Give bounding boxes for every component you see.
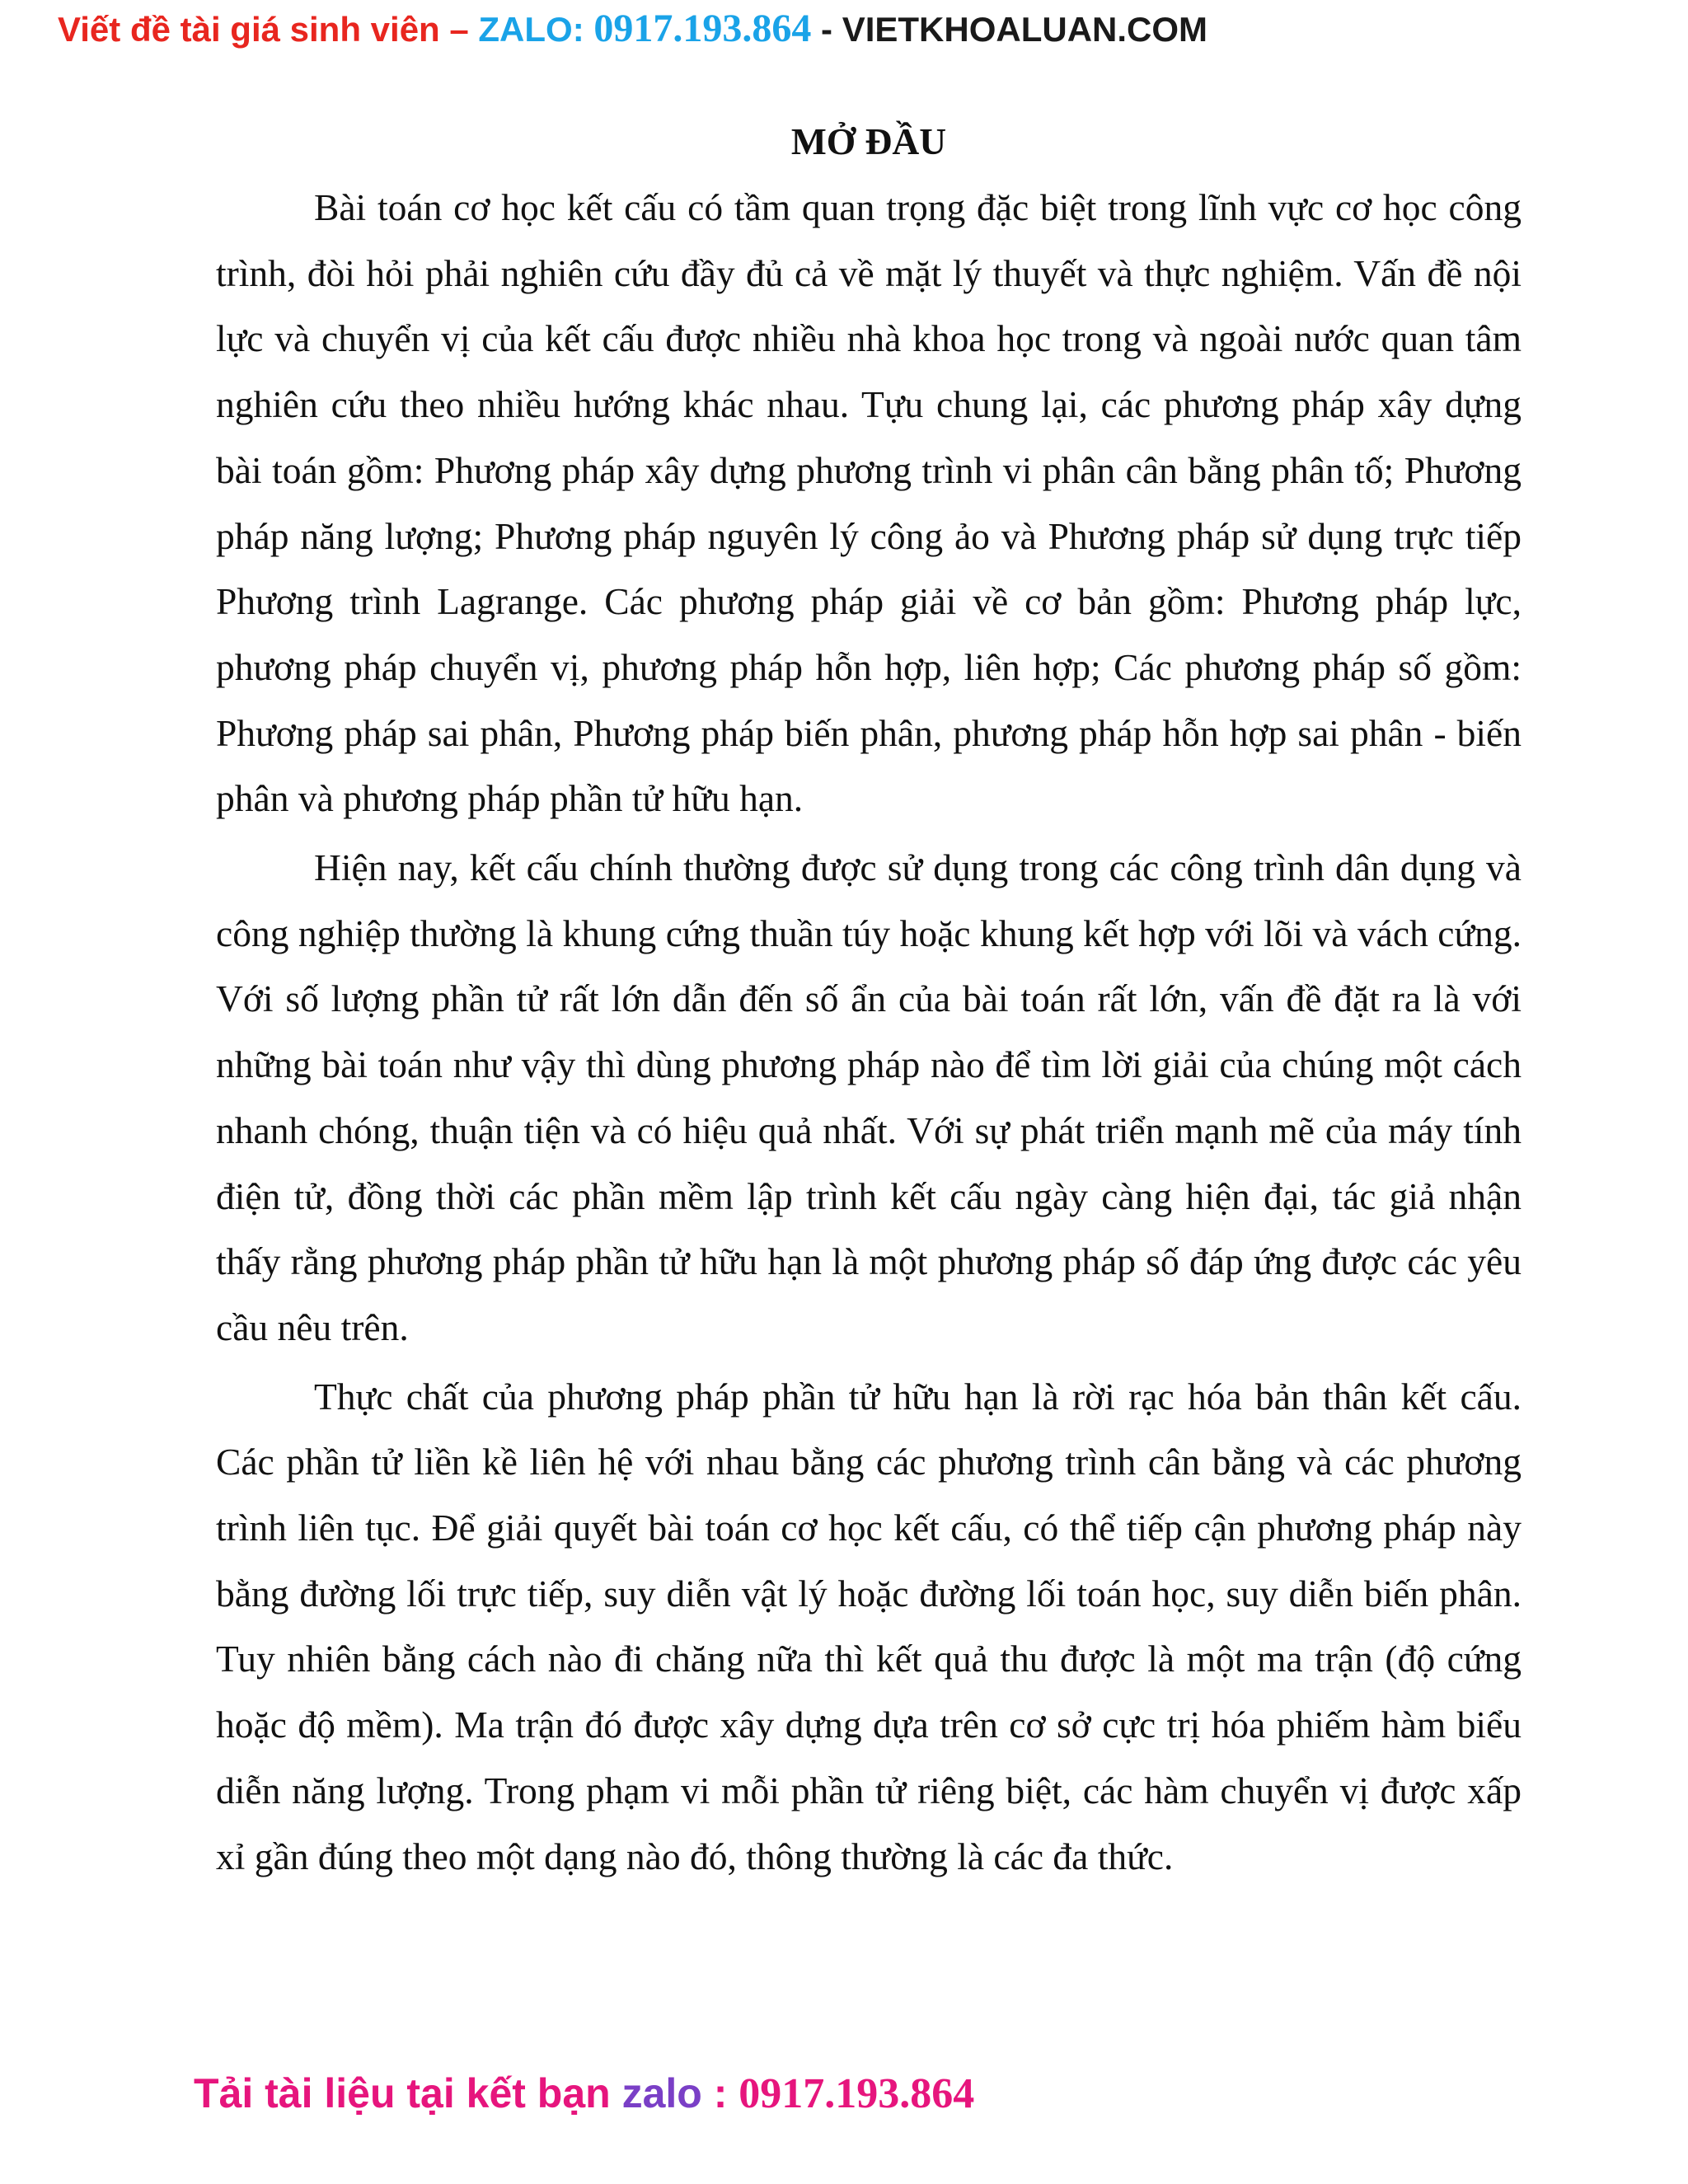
promo-footer <box>194 2056 974 2130</box>
document-body <box>216 109 1522 1892</box>
zalo-label: ZALO: <box>478 10 594 49</box>
promo-footer-lead: Tải tài liệu tại kết bạn <box>194 2070 622 2116</box>
promo-header-lead: Viết đề tài giá sinh viên – <box>58 10 479 49</box>
paragraph-2: Hiện nay, kết cấu chính thường được sử dụng trong các công trình dân dụng và công nghiệp thường là khung cứng thuần túy hoặc khung kết hợp với lõi và vách cứng. Với số lượng phần tử rất lớn dẫn đến số ẩn của bài toán rất lớn, vấn đề đặt ra là với những bài toán như vậy thì dùng phương pháp nào để tìm lời giải của chúng một cách nhanh chóng, thuận tiện và có hiệu quả nhất. Với sự phát triển mạnh mẽ của máy tính điện tử, đồng thời các phần mềm lập trình kết cấu ngày càng hiện đại, tác giả nhận thấy rằng phương pháp phần tử hữu hạn là một phương pháp số đáp ứng được các yêu cầu nêu trên. <box>216 846 1522 1348</box>
paragraph-3: Thực chất của phương pháp phần tử hữu hạn là rời rạc hóa bản thân kết cấu. Các phần tử liền kề liên hệ với nhau bằng các phương trình cân bằng và các phương trình liên tục. Để giải quyết bài toán cơ học kết cấu, có thể tiếp cận phương pháp này bằng đường lối trực tiếp, suy diễn vật lý hoặc đường lối toán học, suy diễn biến phân. Tuy nhiên bằng cách nào đi chăng nữa thì kết quả thu được là một ma trận (độ cứng hoặc độ mềm). Ma trận đó được xây dựng dựa trên cơ sở cực trị hóa phiếm hàm biểu diễn năng lượng. Trong phạm vi mỗi phần tử riêng biệt, các hàm chuyển vị được xấp xỉ gần đúng theo một dạng nào đó, thông thường là các đa thức. <box>216 1375 1522 1877</box>
paragraph-1: Bài toán cơ học kết cấu có tầm quan trọng đặc biệt trong lĩnh vực cơ học công trình, đòi hỏi phải nghiên cứu đầy đủ cả về mặt lý thuyết và thực nghiệm. Vấn đề nội lực và chuyển vị của kết cấu được nhiều nhà khoa học trong và ngoài nước quan tâm nghiên cứu theo nhiều hướng khác nhau. Tựu chung lại, các phương pháp xây dựng bài toán gồm: Phương pháp xây dựng phương trình vi phân cân bằng phân tố; Phương pháp năng lượng; Phương pháp nguyên lý công ảo và Phương pháp sử dụng trực tiếp Phương trình Lagrange. Các phương pháp giải về cơ bản gồm: Phương pháp lực, phương pháp chuyển vị, phương pháp hỗn hợp, liên hợp; Các phương pháp số gồm: Phương pháp sai phân, Phương pháp biến phân, phương pháp hỗn hợp sai phân - biến phân và phương pháp phần tử hữu hạn. <box>216 186 1522 820</box>
section-title: MỞ ĐẦU <box>790 120 947 162</box>
footer-zalo-label: zalo <box>621 2070 702 2116</box>
footer-zalo-phone-number: 0917.193.864 <box>738 2070 975 2117</box>
zalo-phone-number: 0917.193.864 <box>593 7 812 50</box>
footer-separator: : <box>701 2070 739 2116</box>
promo-header <box>58 0 1207 58</box>
website-name: - VIETKHOALUAN.COM <box>811 10 1208 49</box>
